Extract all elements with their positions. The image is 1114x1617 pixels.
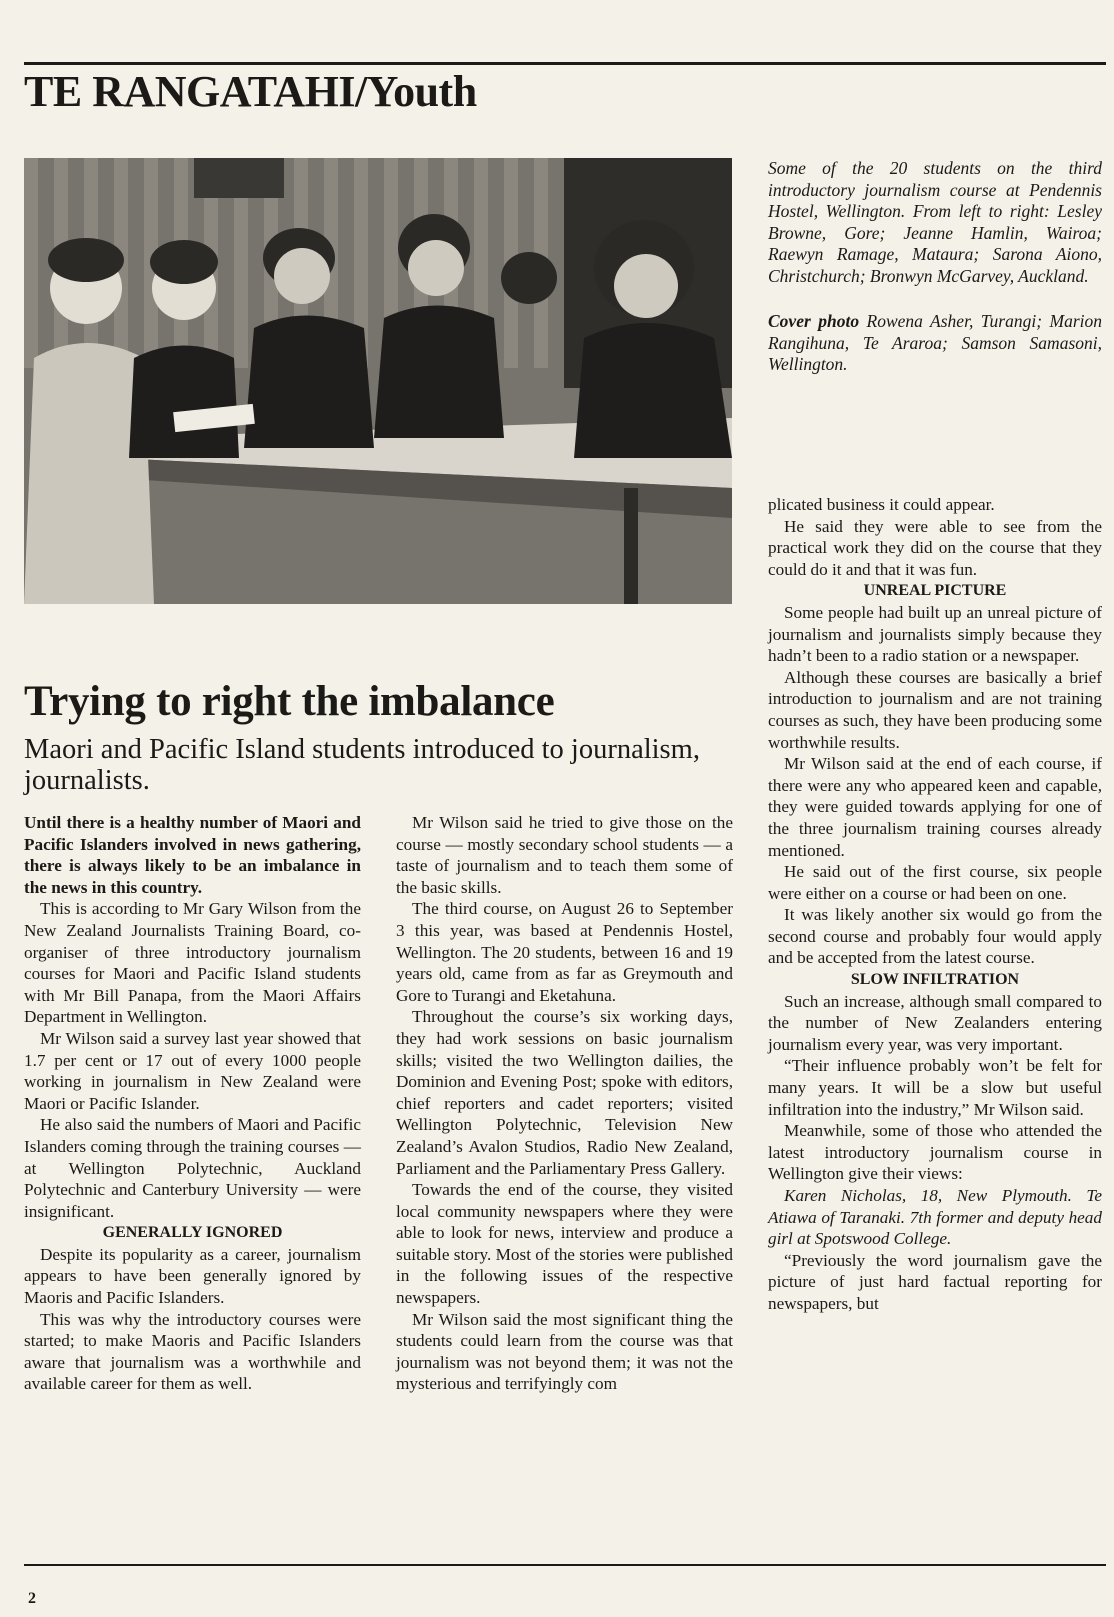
article-headline: Trying to right the imbalance — [24, 678, 555, 725]
paragraph: Mr Wilson said he tried to give those on the course — mostly secondary school students — a taste of journalism and to teach them some of the basic skills. — [396, 813, 733, 897]
group-photo — [24, 158, 732, 604]
article-subhead: Maori and Pacific Island students introduced to journalism, journalists. — [24, 734, 700, 796]
paragraph: plicated business it could appear. — [768, 495, 995, 514]
top-rule — [24, 62, 1106, 65]
paragraph: Mr Wilson said at the end of each course, if there were any who appeared keen and capable, they were guided towards applying for one of the three journalism training courses already mentioned. — [768, 754, 1102, 860]
subheading-unreal-picture: UNREAL PICTURE — [863, 582, 1007, 600]
paragraph: The third course, on August 26 to September 3 this year, was based at Pendennis Hostel, Wellington. The 20 students, between 16 and 19 years old, came from as far as Greymouth and Gore to Turangi and Eketahuna. — [396, 899, 733, 1005]
paragraph: Such an increase, although small compared to the number of New Zealanders entering journalism every year, was very important. — [768, 991, 1102, 1054]
photo-caption — [768, 158, 1102, 376]
paragraph: He said out of the first course, six people were either on a course or had been on one. — [768, 862, 1102, 903]
paragraph: Meanwhile, some of those who attended the latest introductory journalism course in Wellington give their views: — [768, 1121, 1102, 1184]
paragraph: Although these courses are basically a brief introduction to journalism and are not training courses as such, they have been producing some worthwhile results. — [768, 667, 1102, 752]
paragraph: Despite its popularity as a career, journalism appears to have been generally ignored by Maoris and Pacific Islanders. — [24, 1244, 361, 1308]
cover-photo-names: Rowena Asher, Turangi; Marion Rangihuna, Te Araroa; Samson Samasoni, Wellington. — [768, 311, 1102, 374]
paragraph: He also said the numbers of Maori and Pacific Islanders coming through the training courses — at Wellington Polytechnic, Auckland Polytechnic and Canterbury University — were insignificant. — [24, 1115, 361, 1221]
paragraph: Towards the end of the course, they visited local community newspapers where they were able to look for news, interview and produce a suitable story. Most of the stories were published in the following issues of the respective newspapers. — [396, 1180, 733, 1308]
cover-photo-credit — [768, 311, 1102, 376]
paragraph: It was likely another six would go from the second course and probably four would apply and be accepted from the latest course. — [768, 905, 1102, 968]
cover-photo-label: Cover photo — [768, 311, 860, 331]
subheading-generally-ignored: GENERALLY IGNORED — [102, 1224, 283, 1242]
paragraph: Mr Wilson said a survey last year showed that 1.7 per cent or 17 out of every 1000 people working in journalism in New Zealand were Maori or Pacific Islander. — [24, 1028, 361, 1113]
section-title: TE RANGATAHI/Youth — [24, 67, 477, 116]
paragraph: This is according to Mr Gary Wilson from the New Zealand Journalists Training Board, co-organiser of three introductory journalism courses for Maori and Pacific Island students with Mr Bill Panapa, from the Maori Affairs Department in Wellington. — [24, 899, 361, 1027]
caption-text: Some of the 20 students on the third introductory journalism course at Pendennis Hostel, Wellington. From left to right: Lesley Browne, Gore; Jeanne Hamlin, Wairoa; Raewyn Ramage, Mataura; Sarona Aiono, Christchurch; Bronwyn McGarvey, Auckland. — [768, 158, 1102, 286]
article-column-2 — [396, 812, 733, 1395]
paragraph: Throughout the course’s six working days, they had work sessions on basic journalism skills; visited the two Wellington dailies, the Dominion and Evening Post; spoke with editors, chief reporters and cadet reporters; visited Wellington Polytechnic, Television New Zealand’s Avalon Studios, Radio New Zealand, Parliament and the Parliamentary Press Gallery. — [396, 1007, 733, 1178]
photo-illustration — [24, 158, 732, 604]
paragraph: This was why the introductory courses were started; to make Maoris and Pacific Islanders aware that journalism was a worthwhile and available career for them as well. — [24, 1309, 361, 1394]
paragraph: “Previously the word journalism gave the picture of just hard factual reporting for newspapers, but — [768, 1250, 1102, 1313]
paragraph: Karen Nicholas, 18, New Plymouth. Te Atiawa of Taranaki. 7th former and deputy head girl at Spotswood College. — [768, 1186, 1102, 1249]
subheading-slow-infiltration: SLOW INFILTRATION — [850, 971, 1020, 989]
paragraph: “Their influence probably won’t be felt for many years. It will be a slow but useful infiltration into the industry,” Mr Wilson said. — [768, 1056, 1102, 1119]
article-column-3 — [768, 494, 1102, 1315]
article-column-1 — [24, 812, 361, 1395]
page-number: 2 — [28, 1590, 36, 1607]
bottom-rule — [24, 1564, 1106, 1566]
paragraph: He said they were able to see from the practical work they did on the course that they could do it and that it was fun. — [768, 516, 1102, 579]
paragraph: Mr Wilson said the most significant thing the students could learn from the course was that journalism was not beyond them; it was not the mysterious and terrifyingly com — [396, 1309, 733, 1394]
paragraph: Some people had built up an unreal picture of journalism and journalists simply because they hadn’t been to a radio station or a newspaper. — [768, 602, 1102, 666]
lead-paragraph: Until there is a healthy number of Maori and Pacific Islanders involved in news gathering, there is always likely to be an imbalance in the news in this country. — [24, 813, 361, 897]
